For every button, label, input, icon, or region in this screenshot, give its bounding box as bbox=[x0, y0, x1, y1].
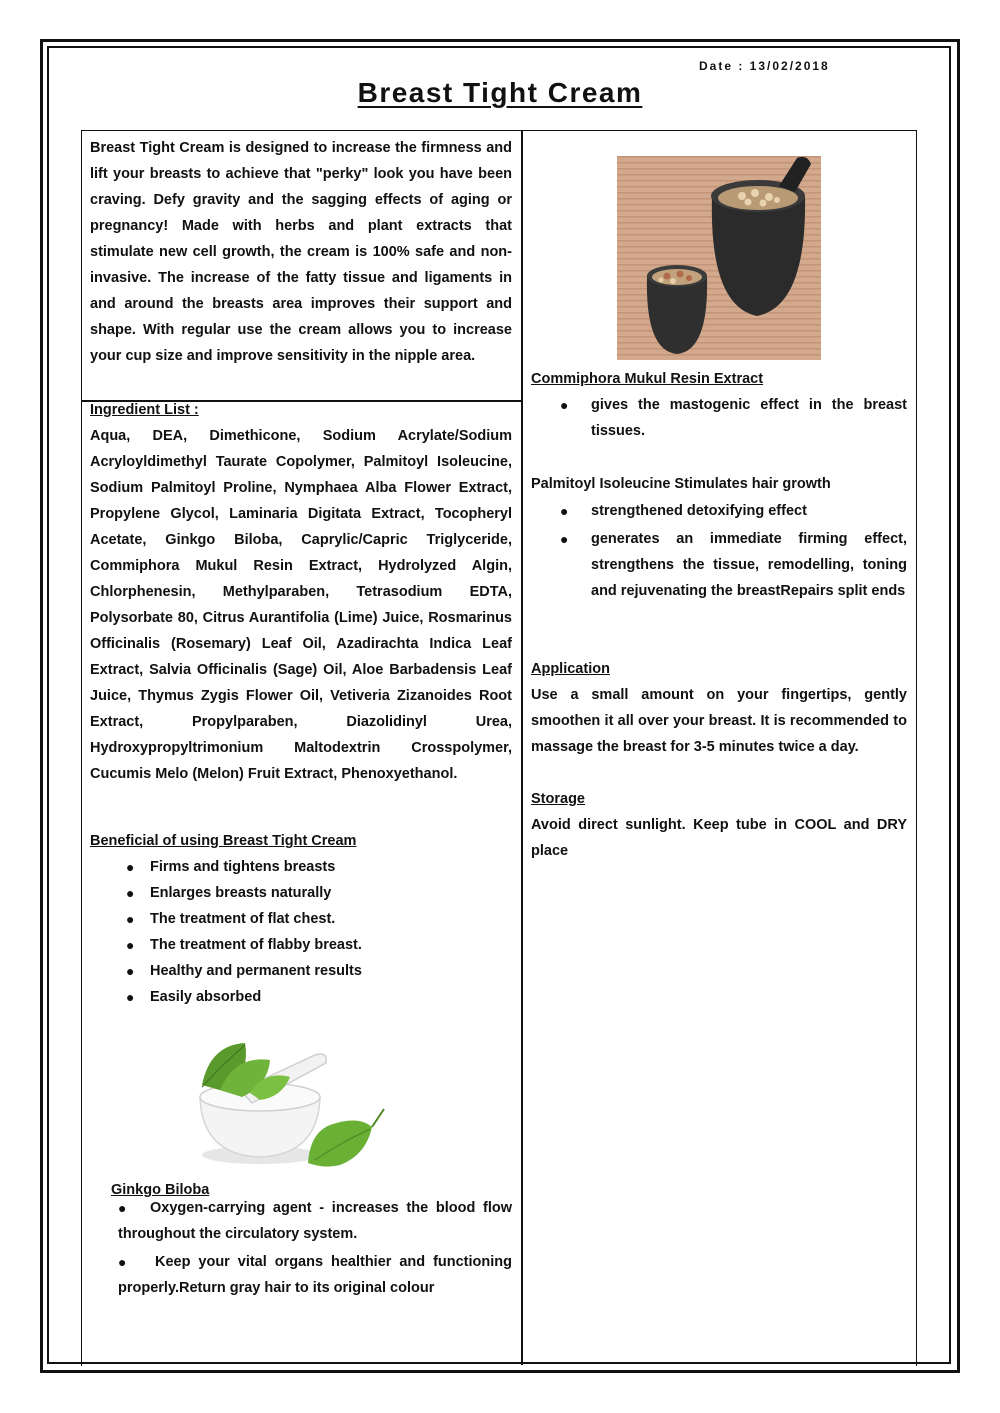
list-item: ● Enlarges breasts naturally bbox=[126, 885, 332, 901]
ingredients-heading: Ingredient List : bbox=[90, 402, 199, 418]
palmitoyl-item-1: ● strengthened detoxifying effect bbox=[560, 503, 807, 519]
ingredients-text: Aqua, DEA, Dimethicone, Sodium Acrylate/Sodium Acryloyldimethyl Taurate Copolymer, Palmitoyl Isoleucine, Sodium Palmitoyl Proline, Nymphaea Alba Flower Extract, Propylene Glycol, Laminaria Digitata Extract, Tocopheryl Acetate, Ginkgo Biloba, Caprylic/Capric Triglyceride, Commiphora Mukul Resin Extract, Hydrolyzed Algin, Chlorphenesin, Methylparaben, Tetrasodium EDTA, Polysorbate 80, Citrus Aurantifolia (Lime) Juice, Rosmarinus Officinalis (Rosemary) Leaf Oil, Azadirachta Indica Leaf Extract, Salvia Officinalis (Sage) Oil, Aloe Barbadensis Leaf Juice, Thymus Zygis Flower Oil, Vetiveria Zizanoides Root Extract, Propylparaben, Diazolidinyl Urea, Hydroxypropyltrimonium Maltodextrin Crosspolymer, Cucumis Melo (Melon) Fruit Extract, Phenoxyethanol. bbox=[90, 428, 512, 782]
benefits-heading: Beneficial of using Breast Tight Cream bbox=[90, 833, 357, 849]
list-item: ● Firms and tightens breasts bbox=[126, 859, 336, 875]
application-heading: Application bbox=[531, 661, 610, 677]
commiphora-item-1: ● gives the mastogenic effect in the breast tissues. bbox=[560, 397, 907, 439]
commiphora-heading: Commiphora Mukul Resin Extract bbox=[531, 371, 764, 387]
storage-heading: Storage bbox=[531, 791, 585, 807]
intro-paragraph: Breast Tight Cream is designed to increase the firmness and lift your breasts to achieve that "perky" look you have been craving. Defy gravity and the sagging effects of aging or pregnancy! Made with herbs and plant extracts that stimulate new cell growth, the cream is 100% safe and non-invasive. The increase of the fatty tissue and ligaments in and around the breasts area improves their support and shape. With regular use the cream allows you to increase your cup size and improve sensitivity in the nipple area. bbox=[90, 140, 512, 364]
palmitoyl-heading: Palmitoyl Isoleucine Stimulates hair growth bbox=[531, 476, 831, 492]
ginkgo-item-1: ● Oxygen-carrying agent - increases the blood flow throughout the circulatory system. bbox=[118, 1200, 512, 1242]
benefits-list bbox=[126, 854, 510, 1010]
application-text: Use a small amount on your fingertips, gently smoothen it all over your breast. It is recommended to massage the breast for 3-5 minutes twice a day. bbox=[531, 687, 907, 755]
list-item: ● Healthy and permanent results bbox=[126, 963, 362, 979]
ginkgo-heading: Ginkgo Biloba bbox=[111, 1182, 210, 1198]
document-date: Date : 13/02/2018 bbox=[699, 59, 830, 73]
palmitoyl-item-2: ● generates an immediate firming effect, strengthens the tissue, remodelling, toning and rejuvenating the breastRepairs split ends bbox=[560, 531, 907, 599]
resin-mortar-image bbox=[617, 156, 821, 360]
list-item: ● The treatment of flabby breast. bbox=[126, 937, 362, 953]
ginkgo-item-2: ● Keep your vital organs healthier and functioning properly.Return gray hair to its original colour bbox=[118, 1254, 512, 1296]
list-item: ● Easily absorbed bbox=[126, 989, 262, 1005]
list-item: ● The treatment of flat chest. bbox=[126, 911, 336, 927]
column-divider bbox=[521, 130, 523, 1365]
ginkgo-mortar-image bbox=[190, 1015, 415, 1175]
page-title: Breast Tight Cream bbox=[357, 77, 643, 108]
storage-text: Avoid direct sunlight. Keep tube in COOL and DRY place bbox=[531, 817, 907, 859]
